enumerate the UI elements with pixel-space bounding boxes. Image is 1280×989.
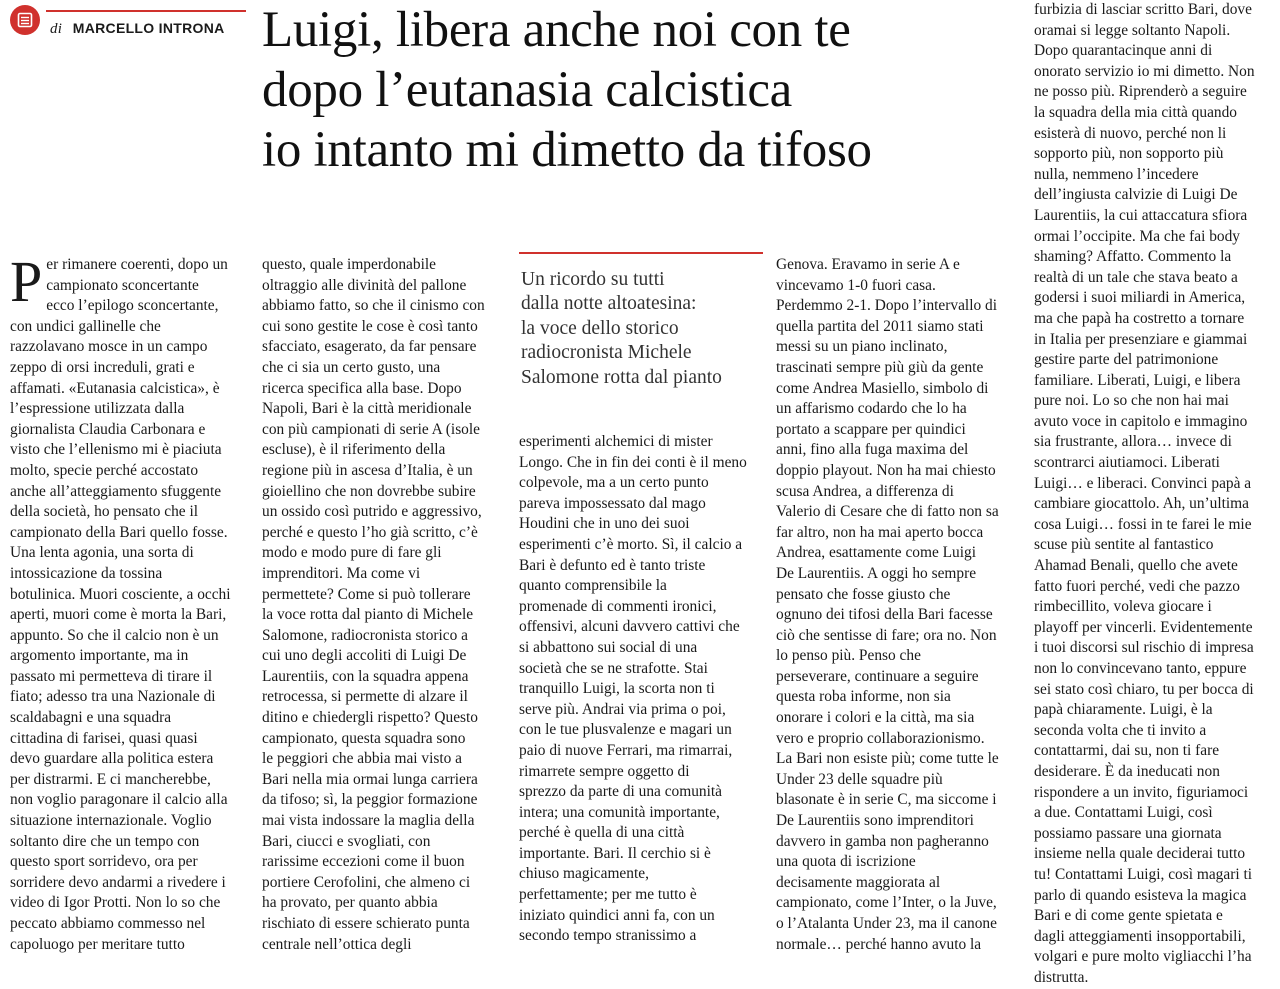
text-line: in Italia per presenziare e giammai: [1034, 330, 1248, 348]
text-line: ditino e chiedergli rispetto? Questo: [262, 709, 478, 727]
text-line: Genova. Eravamo in serie A e: [776, 256, 960, 273]
byline: [50, 20, 225, 38]
text-line: distrutta.: [1034, 968, 1089, 986]
text-line: messi su un piano inclinato,: [776, 338, 948, 356]
text-line: Dopo quarantacinque anni di: [1034, 42, 1213, 60]
text-line: scaldabagni e una squadra: [10, 709, 172, 727]
text-line: sia frustrante, allora… invece di: [1034, 433, 1232, 451]
pullquote-rule: [519, 252, 763, 254]
column-text: [519, 432, 763, 947]
text-line: razzolavano mosce in un campo: [10, 338, 208, 356]
text-line: desiderare. È da ineducati non: [1034, 762, 1220, 780]
text-line: ecco l’epilogo sconcertante,: [46, 297, 219, 315]
text-line: Houdini che in uno dei suoi: [519, 515, 690, 533]
text-line: sprezzo da parte di una comunità: [519, 783, 722, 801]
text-line: scusa Andrea, a differenza di: [776, 482, 954, 500]
article-column-4: [776, 255, 1022, 955]
text-line: perfettamente; per me tutto è: [519, 886, 697, 904]
text-line: le peggiori che abbia mai visto a: [262, 750, 463, 768]
text-line: vincevamo 1-0 fuori casa.: [776, 276, 936, 294]
text-line: pure noi. Lo so che non hai mai: [1034, 392, 1229, 410]
text-line: fiato; adesso tra una Nazionale di: [10, 688, 216, 706]
text-line: Longo. Che in fin dei conti è il meno: [519, 453, 747, 471]
text-line: abbiamo fatto, so che il cinismo con: [262, 297, 485, 315]
text-line: Una lenta agonia, una sorta di: [10, 544, 194, 562]
text-line: gioiellino che non dovrebbe subire: [262, 482, 476, 500]
text-line: doppio playout. Non ha mai chiesto: [776, 461, 996, 479]
article-column-3: [519, 432, 763, 947]
text-line: cui sono gestite le cose è così tanto: [262, 317, 478, 335]
text-line: sfacciato, esagerato, da far pensare: [262, 338, 477, 356]
text-line: per distrarmi. E ci mancherebbe,: [10, 770, 211, 788]
text-line: oltraggio alle divinità del pallone: [262, 276, 467, 294]
text-line: dell’ingiusta calvizie di Luigi De: [1034, 186, 1238, 204]
text-line: portiere Cerofolini, che almeno ci: [262, 873, 471, 891]
text-line: godersi i suoi miliardi in America,: [1034, 289, 1246, 307]
text-line: rischiato di essere schierato punta: [262, 915, 470, 932]
text-line: Perdemmo 2-1. Dopo l’intervallo di: [776, 297, 997, 315]
article-column-2: [262, 255, 507, 955]
text-line: perché è quella di una città: [519, 824, 685, 842]
text-line: avuto voce in capitolo e immagino: [1034, 412, 1248, 430]
text-line: un affarismo codardo che lo ha: [776, 400, 967, 418]
text-line: importante. Bari. Il cerchio si è: [519, 844, 711, 862]
text-line: devo guardare alla politica estera: [10, 750, 214, 768]
text-line: De Laurentiis sono imprenditori: [776, 812, 974, 830]
text-line: paio di nuove Ferrari, ma rimarrai,: [519, 741, 733, 759]
text-line: perseverare, continuare a seguire: [776, 667, 979, 685]
text-line: sopporto più, non sopporto più: [1034, 145, 1224, 163]
text-line: zeppo di orsi increduli, grati e: [10, 358, 195, 376]
text-line: cui uno degli accoliti di Luigi De: [262, 647, 467, 665]
text-line: questo sport sorridevo, ora per: [10, 853, 198, 871]
text-line: ormai l’occipite. Ma che fai body: [1034, 227, 1240, 245]
text-line: centrale nell’ottica degli: [262, 935, 412, 953]
text-line: Bari e di come gente spietata e: [1034, 907, 1223, 925]
text-line: esperimenti alchemici di mister: [519, 433, 713, 450]
text-line: Valerio di Cesare che di fatto non sa: [776, 503, 999, 521]
text-line: sei stato così chiaro, tu per bocca di: [1034, 680, 1254, 698]
text-line: modo e modo pure di fare gli: [262, 544, 442, 562]
text-line: scontrarci aiutiamoci. Liberati: [1034, 454, 1220, 472]
text-line: video di Igor Protti. Non lo so che: [10, 894, 221, 912]
text-line: o l’Atalanta Under 23, ma il canone: [776, 915, 997, 932]
text-line: società che se ne strafotte. Stai: [519, 659, 708, 677]
text-line: possiamo passare una giornata: [1034, 824, 1222, 842]
text-line: aperti, muori come è morta la Bari,: [10, 606, 227, 624]
text-line: cosa Luigi… fossi in te farei le mie: [1034, 515, 1252, 533]
text-line: non lo convincevano tanto, eppure: [1034, 660, 1247, 677]
text-line: parlo di quando esisteva la magica: [1034, 886, 1247, 904]
text-line: Laurentiis, con la squadra appena: [262, 667, 469, 685]
text-line: permettete? Come si può tollerare: [262, 585, 471, 603]
text-line: Bari, ciucci e svogliati, con: [262, 832, 431, 850]
text-line: far altro, non ha mai aperto bocca: [776, 523, 984, 541]
text-line: Under 23 delle squadre più: [776, 770, 943, 788]
text-line: retrocessa, si permette di alzare il: [262, 688, 468, 706]
text-line: campionato, come l’Inter, o la Juve,: [776, 894, 997, 912]
text-line: onorare i colori e la città, ma sia: [776, 709, 975, 727]
pullquote-line: radiocronista Michele: [521, 342, 692, 364]
text-line: ognuno dei tifosi della Bari facesse: [776, 606, 993, 624]
text-line: questa roba informe, non sia: [776, 688, 951, 706]
text-line: cittadina di farisei, quasi quasi: [10, 729, 198, 747]
text-line: con le tue plusvalenze e magari un: [519, 721, 732, 739]
text-line: appunto. So che il calcio non è un: [10, 626, 219, 644]
text-line: perché e questo l’ho già scritto, c’è: [262, 523, 478, 541]
text-line: papà chiaramente. Luigi, è la: [1034, 701, 1213, 719]
drop-cap: P: [10, 249, 43, 314]
text-line: con undici gallinelle che: [10, 317, 161, 335]
text-line: seconda volta che ti invito a: [1034, 721, 1207, 739]
text-line: rarissime eccezioni come il buon: [262, 853, 465, 871]
text-line: cambiare giocattolo. Ah, un’ultima: [1034, 495, 1249, 513]
text-line: situazione internazionale. Voglio: [10, 812, 212, 830]
text-line: da tifoso; sì, la peggior formazione: [262, 791, 478, 809]
text-line: Napoli, Bari è la città meridionale: [262, 400, 472, 418]
text-line: oramai si legge soltanto Napoli.: [1034, 21, 1231, 39]
text-line: molto, specie perché accostato: [10, 461, 199, 479]
column-text: [262, 255, 507, 955]
text-line: Bari è defunto ed è tanto triste: [519, 556, 706, 574]
text-line: campionato, questa squadra sono: [262, 729, 466, 747]
text-line: colpevole, ma a un certo punto: [519, 474, 709, 492]
text-line: chiuso magicamente,: [519, 865, 649, 883]
text-line: l’espressione utilizzata dalla: [10, 400, 185, 418]
text-line: gestire parte del patrimonione: [1034, 351, 1219, 369]
text-line: De Laurentiis. A oggi ho sempre: [776, 564, 977, 582]
text-line: familiare. Liberati, Luigi, e libera: [1034, 371, 1241, 389]
text-line: come Andrea Masiello, simbolo di: [776, 379, 989, 397]
text-line: capoluogo per meritare tutto: [10, 935, 185, 953]
text-line: pareva impossessato dal mago: [519, 494, 706, 512]
text-line: si abbattono sui social di una: [519, 638, 698, 656]
text-line: trascinati sempre più giù da gente: [776, 358, 984, 376]
text-line: una quota di iscrizione: [776, 853, 916, 871]
text-line: non voglio paragonare il calcio alla: [10, 791, 228, 809]
byline-rule: [46, 10, 246, 12]
text-line: portato a scappare per quindici: [776, 420, 966, 438]
text-line: anni, fino alla fuga maxima del: [776, 441, 969, 459]
text-line: a due. Contattami Luigi, così: [1034, 804, 1213, 822]
text-line: promenade di commenti ironici,: [519, 597, 717, 615]
text-line: vero e proprio collaborazionismo.: [776, 729, 985, 747]
pullquote-line: la voce dello storico: [521, 317, 679, 339]
text-line: pensato che fosse giusto che: [776, 585, 951, 603]
text-line: ne posso più. Riprenderò a seguire: [1034, 83, 1247, 101]
text-line: er rimanere coerenti, dopo un: [46, 256, 228, 273]
text-line: playoff per vincerli. Evidentemente: [1034, 618, 1253, 636]
text-line: regione più in ascesa d’Italia, è un: [262, 461, 473, 479]
text-line: ma che papà ha costretto a tornare: [1034, 309, 1245, 327]
text-line: giornalista Claudia Carbonara e: [10, 420, 206, 438]
text-line: della società, ho pensato che il: [10, 503, 199, 521]
text-line: insieme nella quale deciderai tutto: [1034, 845, 1246, 863]
text-line: quanto comprensibile la: [519, 577, 667, 595]
pullquote: [521, 268, 761, 390]
text-line: esisterà di nuovo, perché non li: [1034, 124, 1227, 142]
column-text: [776, 255, 1022, 955]
headline-line: Luigi, libera anche noi con te: [262, 2, 851, 58]
text-line: un ossido così putrido e aggressivo,: [262, 503, 482, 521]
text-line: volgari e pure molto vigliacchi l’ha: [1034, 948, 1252, 966]
byline-prefix: di: [50, 21, 63, 37]
article-column-5: [1034, 0, 1274, 989]
text-line: blasonate è in serie C, ma siccome i: [776, 791, 997, 809]
text-line: decisamente maggiorata al: [776, 873, 941, 891]
text-line: che ci sia un certo gusto, una: [262, 358, 441, 376]
text-line: scuse più sentite al fantastico: [1034, 536, 1214, 554]
text-line: furbizia di lasciar scritto Bari, dove: [1034, 1, 1252, 18]
text-line: davvero in gamba non pagheranno: [776, 832, 989, 850]
text-line: esperimenti c’è morto. Sì, il calcio a: [519, 535, 743, 553]
byline-author: MARCELLO INTRONA: [72, 20, 225, 36]
text-line: botulinica. Muori cosciente, a occhi: [10, 585, 231, 603]
text-line: rimarrete sempre oggetto di: [519, 762, 690, 780]
text-line: argomento importante, ma in: [10, 647, 189, 665]
text-line: contattarmi, dai su, non ti fare: [1034, 742, 1220, 760]
text-line: La Bari non esiste più; come tutte le: [776, 750, 999, 768]
column-text: [1034, 0, 1274, 989]
headline: [262, 0, 1022, 180]
text-line: normale… perché hanno avuto la: [776, 935, 982, 953]
text-line: Luigi… e liberaci. Convinci papà a: [1034, 474, 1252, 492]
text-line: nulla, nemmeno l’incedere: [1034, 165, 1199, 183]
text-line: la squadra della mia città quando: [1034, 103, 1237, 121]
pullquote-line: Un ricordo su tutti: [521, 269, 665, 290]
text-line: offensivi, alcuni davvero cattivi che: [519, 618, 740, 636]
text-line: con più campionati di serie A (isole: [262, 420, 480, 438]
pullquote-line: Salomone rotta dal pianto: [521, 366, 722, 388]
article-column-1: [10, 249, 250, 955]
text-line: visto che l’ellenismo mi è piaciuta: [10, 441, 222, 459]
text-line: ciò che sentisse di fare; ora no. Non: [776, 626, 997, 644]
text-line: Bari nella mia ormai lunga carriera: [262, 770, 478, 788]
text-line: Andrea, esattamente come Luigi: [776, 544, 976, 562]
headline-line: dopo l’eutanasia calcistica: [262, 62, 792, 118]
headline-line: io intanto mi dimetto da tifoso: [262, 122, 872, 178]
text-line: Laurentiis, la cui attaccatura sfiora: [1034, 206, 1248, 224]
text-line: campionato della Bari quello fosse.: [10, 523, 228, 541]
article-icon[interactable]: [10, 5, 40, 35]
text-line: Salomone, radiocronista storico a: [262, 626, 469, 644]
text-line: dagli atteggiamenti insopportabili,: [1034, 927, 1246, 945]
text-line: shaming? Affatto. Commento la: [1034, 248, 1232, 266]
text-line: Ahamad Benali, quello che avete: [1034, 557, 1238, 575]
text-line: rimbecillito, voleva giocare i: [1034, 598, 1212, 616]
column-text: [10, 249, 250, 955]
text-line: tu! Contattami Luigi, così magari ti: [1034, 865, 1252, 883]
text-line: peccato abbiamo commesso nel: [10, 915, 206, 932]
text-line: intossicazione da tossina: [10, 564, 163, 582]
text-line: quella partita del 2011 siamo stati: [776, 317, 984, 335]
text-line: serve più. Andrai via prima o poi,: [519, 700, 726, 718]
pullquote-line: dalla notte altoatesina:: [521, 293, 697, 315]
text-line: secondo tempo stranissimo a: [519, 927, 697, 945]
text-line: imprenditori. Ma come vi: [262, 564, 421, 582]
text-line: onorato servizio io mi dimetto. Non: [1034, 62, 1255, 80]
text-line: sorridere devo andarmi a rivedere i: [10, 873, 226, 891]
text-line: anche all’atteggiamento sfuggente: [10, 482, 222, 500]
text-line: iniziato quindici anni fa, con un: [519, 906, 715, 924]
text-line: realtà di un tale che stava beato a: [1034, 268, 1238, 286]
text-line: escluse), è il riferimento della: [262, 441, 446, 459]
text-line: rispondere a un invito, figuriamoci: [1034, 783, 1249, 801]
text-line: soltanto dire che un tempo con: [10, 832, 200, 850]
text-line: campionato sconcertante: [46, 276, 199, 294]
text-line: i tuoi discorsi sul rischio di impresa: [1034, 639, 1254, 657]
text-line: affamati. «Eutanasia calcistica», è: [10, 379, 220, 397]
text-line: mai vista indossare la maglia della: [262, 812, 475, 830]
text-line: lo penso più. Penso che: [776, 647, 921, 665]
text-line: fatto fuori perché, vedi che pazzo: [1034, 577, 1240, 595]
text-line: tranquillo Luigi, la scorta non ti: [519, 680, 715, 698]
text-line: intera; una comunità importante,: [519, 803, 720, 821]
text-line: questo, quale imperdonabile: [262, 256, 436, 273]
text-line: ha provato, per quanto abbia: [262, 894, 438, 912]
text-line: passato mi permetteva di tirare il: [10, 667, 213, 685]
text-line: ricerca specifica alla base. Dopo: [262, 379, 462, 397]
text-line: la voce rotta dal pianto di Michele: [262, 606, 474, 624]
